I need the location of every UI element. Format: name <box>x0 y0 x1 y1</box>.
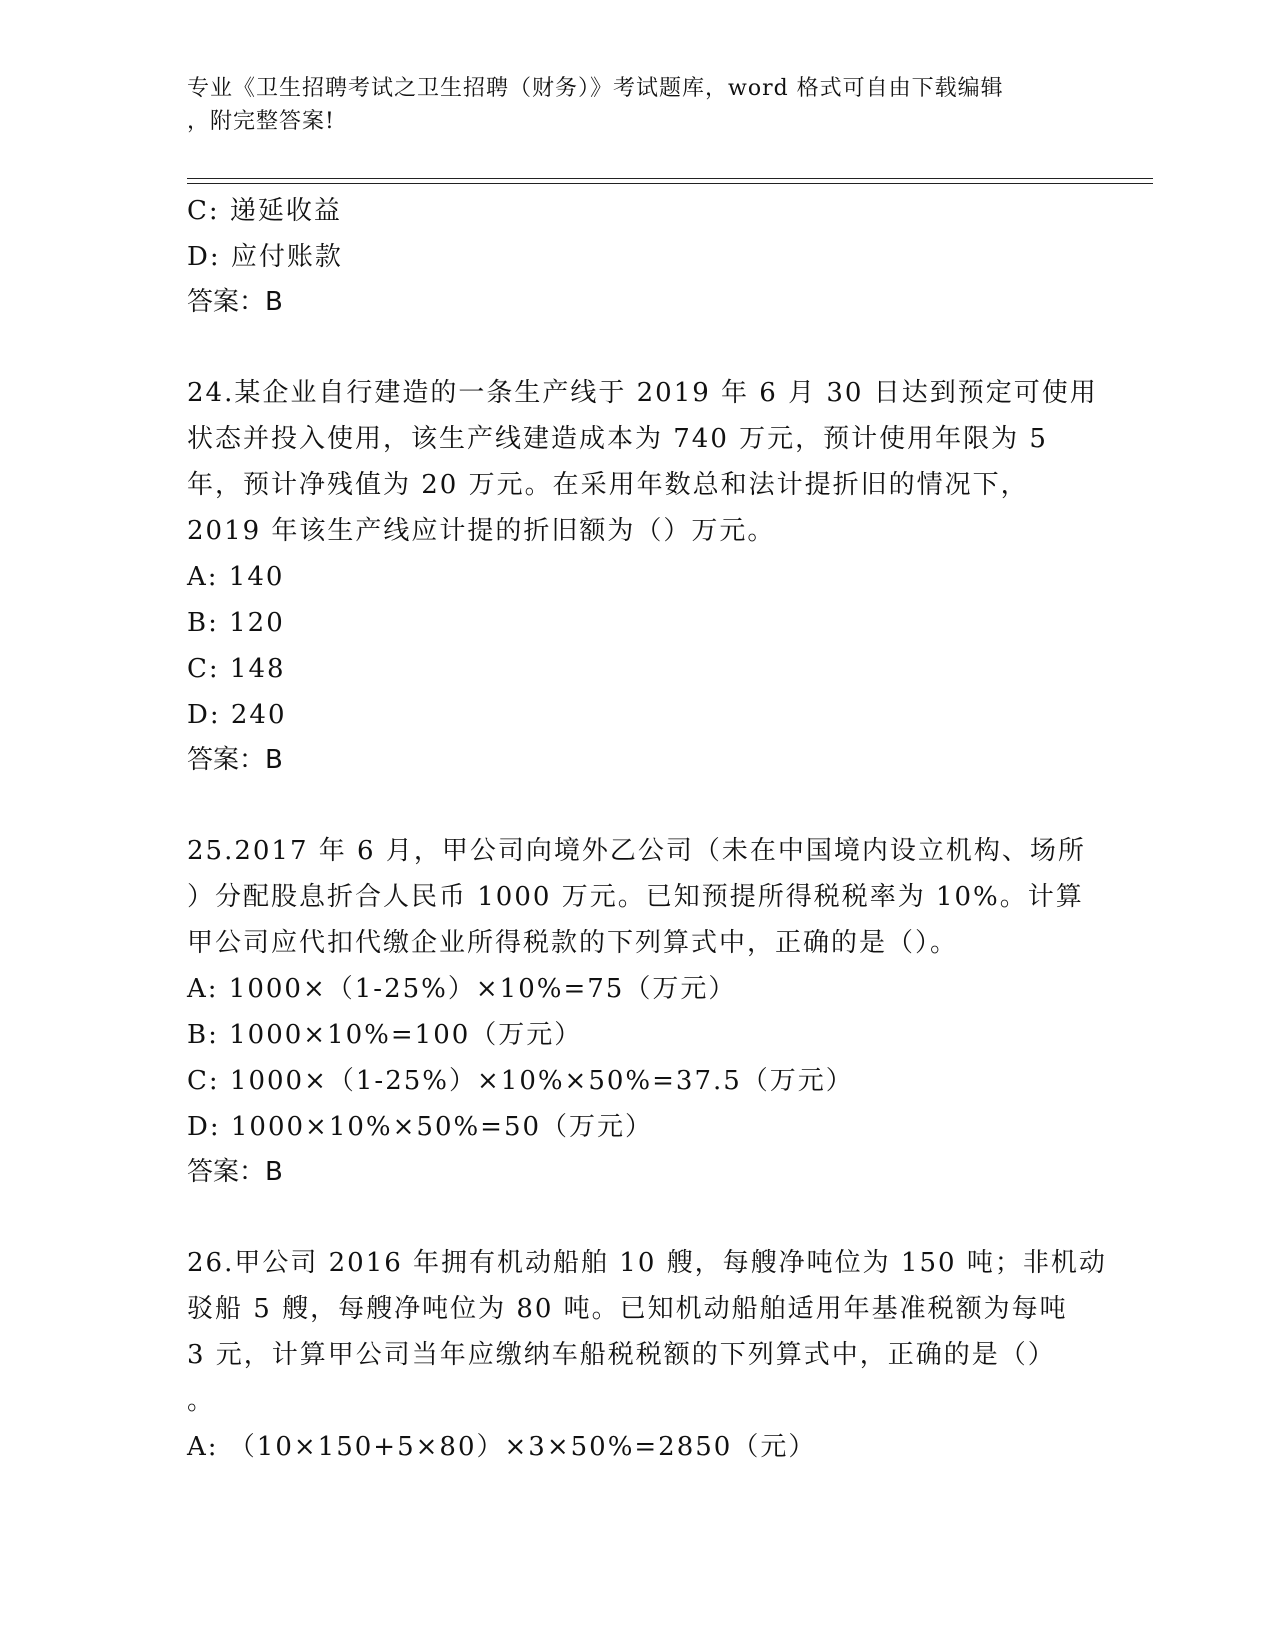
question-line: 年，预计净残值为 20 万元。在采用年数总和法计提折旧的情况下， <box>187 470 1029 500</box>
option-d: D: 240 <box>187 700 287 730</box>
question-text <box>187 370 1098 554</box>
question-line: 状态并投入使用，该生产线建造成本为 740 万元，预计使用年限为 5 <box>187 424 1048 454</box>
question-text <box>187 1240 1107 1424</box>
question-line: 。 <box>187 1386 216 1416</box>
question-23-tail <box>187 188 1087 324</box>
option-c: C: 148 <box>187 654 286 684</box>
question-line: 26.甲公司 2016 年拥有机动船舶 10 艘，每艘净吨位为 150 吨；非机动 <box>187 1248 1107 1278</box>
answer-label: 答案：B <box>187 287 283 317</box>
question-line: 25.2017 年 6 月，甲公司向境外乙公司（未在中国境内设立机构、场所 <box>187 836 1086 866</box>
spacer <box>187 782 1087 828</box>
option-a: A: 140 <box>187 562 285 592</box>
question-text <box>187 828 1087 966</box>
question-line: 甲公司应代扣代缴企业所得税款的下列算式中，正确的是（）。 <box>187 928 959 958</box>
option-d: D: 1000×10%×50%=50（万元） <box>187 1112 654 1142</box>
question-line: ）分配股息折合人民币 1000 万元。已知预提所得税税率为 10%。计算 <box>187 882 1084 912</box>
spacer <box>187 324 1087 370</box>
option-a: A: 1000×（1-25%）×10%=75（万元） <box>187 974 737 1004</box>
document-header <box>187 72 1087 138</box>
question-line: 24.某企业自行建造的一条生产线于 2019 年 6 月 30 日达到预定可使用 <box>187 378 1098 408</box>
option-d: D: 应付账款 <box>187 242 343 272</box>
header-divider-top <box>187 178 1153 179</box>
header-divider-bottom <box>187 183 1153 184</box>
question-26 <box>187 1240 1107 1470</box>
option-c: C: 1000×（1-25%）×10%×50%=37.5（万元） <box>187 1066 854 1096</box>
header-line-1: 专业《卫生招聘考试之卫生招聘（财务）》考试题库，word 格式可自由下载编辑 <box>187 76 1004 101</box>
option-b: B: 120 <box>187 608 285 638</box>
answer-label: 答案：B <box>187 745 283 775</box>
question-25 <box>187 828 1087 1194</box>
option-a: A: （10×150+5×80）×3×50%=2850（元） <box>187 1432 817 1462</box>
option-c: C: 递延收益 <box>187 196 342 226</box>
option-b: B: 1000×10%=100（万元） <box>187 1020 583 1050</box>
question-line: 2019 年该生产线应计提的折旧额为（）万元。 <box>187 516 776 546</box>
spacer <box>187 1194 1087 1240</box>
question-24 <box>187 370 1098 782</box>
question-line: 3 元，计算甲公司当年应缴纳车船税税额的下列算式中，正确的是（） <box>187 1340 1056 1370</box>
question-line: 驳船 5 艘，每艘净吨位为 80 吨。已知机动船舶适用年基准税额为每吨 <box>187 1294 1068 1324</box>
exam-content <box>187 188 1107 1470</box>
header-line-2: ，附完整答案! <box>187 109 335 134</box>
answer-label: 答案：B <box>187 1157 283 1187</box>
